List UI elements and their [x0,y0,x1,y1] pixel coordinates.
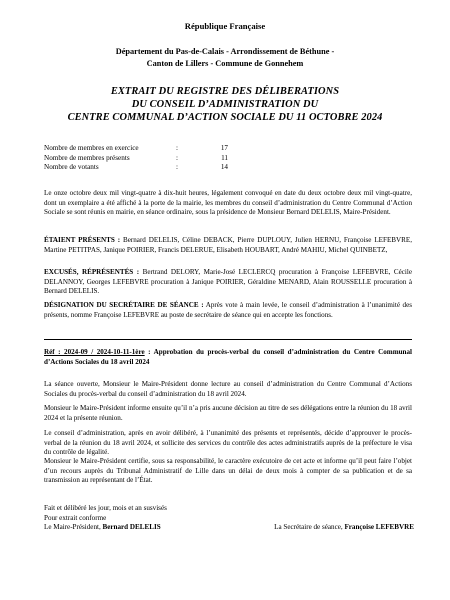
signature-names [44,523,414,533]
present-label: ÉTAIENT PRÉSENTS : [44,236,121,244]
excused-paragraph [44,268,412,297]
excused-label: EXCUSÉS, RÉPRÉSENTÉS : [44,268,140,276]
department-line-2: Canton de Lillers - Commune de Gonnehem [146,58,304,68]
deliberation-paragraph-2: Monsieur le Maire-Président informe ensuite qu’il n’a pris aucune décision au titre de ses délégations entre la réunion du 18 avril 2024 et la présente réunion. [44,404,412,422]
secretary-text: Après vote à main levée, le conseil d’administration à l’unanimité des présents, nomme Françoise LEFEBVRE au poste de secrétaire de séance qui en accepte les fonctions. [44,301,412,319]
secretary-name: Françoise LEFEBVRE [344,523,414,532]
count-colon: : [176,144,178,152]
count-row [44,163,228,173]
present-text: Bernard DELELIS, Céline DEBACK, Pierre DUPLOUY, Julien HERNU, Françoise LEFEBVRE, Martine PETITPAS, Janique POIRIER, Francis DELERUE, Elisabeth HOUBART, André MAHIU, Michel QUINBETZ, [44,236,412,254]
title-line-2: DU CONSEIL D’ADMINISTRATION DU [131,99,319,110]
title-line-1: EXTRAIT DU REGISTRE DES DÉLIBERATIONS [110,86,340,97]
present-paragraph [44,236,412,255]
mayor-signature: Le Maire-Président, Bernard DELELIS [44,523,161,532]
deliberation-heading [44,348,412,367]
count-colon: : [176,153,178,162]
signature-block [44,504,414,533]
title-line-3: CENTRE COMMUNAL D’ACTION SOCIALE DU 11 OCTOBRE 2024 [67,112,383,123]
signature-line-2: Pour extrait conforme [44,513,107,522]
secretary-paragraph [44,301,412,320]
deliberation-paragraph-3: Le conseil d’administration, après en avoir délibéré, à l’unanimité des présents et représentés, décide d’approuver le procès-verbal de la réunion du 18 avril 2024, et sollicite des services du contrôle des actes administratifs auprès de la préfecture le visa du contrôle de légalité. [44,429,412,457]
count-value: 14 [220,163,228,172]
count-value: 11 [221,153,228,162]
deliberation-paragraph-4: Monsieur le Maire-Président certifie, sous sa responsabilité, le caractère exécutoire de cet acte et informe qu’il peut faire l’objet d’un recours auprès du Tribunal Administratif de Lille dans un délai de deux mois à compter de sa publication et de sa transmission au représentant de l’État. [44,457,412,485]
secretary-signature: La Secrétaire de séance, Françoise LEFEBVRE [274,523,414,532]
secretary-label: DÉSIGNATION DU SECRÉTAIRE DE SÉANCE : [44,301,204,309]
count-label: Nombre de membres présents [44,153,130,162]
department-line-1: Département du Pas-de-Calais - Arrondissement de Béthune - [115,47,335,56]
republic-heading: République Française [184,21,266,31]
excused-text: Bertrand DELORY, Marie-José LECLERCQ procuration à Françoise LEFEBVRE, Cécile DELANNOY, Georges LEFEBVRE procuration à Janique POIRIER, Géraldine MENARD, Alain ROUSSELLE procuration à Bernard DELELIS. [44,268,413,296]
signature-line-1: Fait et délibéré les jour, mois et an susvisés [44,504,167,512]
count-colon: : [176,163,178,172]
deliberation-paragraph-1: La séance ouverte, Monsieur le Maire-Président donne lecture au conseil d’administration du Centre Communal d’Actions Sociales du procès-verbal du conseil d’administration du 18 avril 2024. [44,380,412,398]
deliberation-title: : Approbation du procès-verbal du conseil d’administration du Centre Communal d’Actions Sociales du 18 avril 2024 [44,348,413,366]
mayor-name: Bernard DELELIS [102,523,161,532]
count-row [44,154,228,164]
document-title [0,85,450,124]
member-counts [44,144,228,173]
deliberation-ref: Réf : 2024-09 / 2024-10-11-1ère [44,348,145,356]
count-value: 17 [220,144,228,152]
count-label: Nombre de votants [44,163,99,172]
intro-paragraph: Le onze octobre deux mil vingt-quatre à dix-huit heures, légalement convoqué en date du deux octobre deux mil vingt-quatre, dont un exemplaire a été affiché à la porte de la mairie, les membres du conseil d’administration du Centre Communal d’Action Sociale se sont réunis en mairie, en séance ordinaire, sous la présidence de Monsieur Bernard DELELIS, Maire-Président. [44,189,412,217]
count-label: Nombre de membres en exercice [44,144,139,152]
count-row [44,144,228,154]
department-heading [0,46,450,69]
section-divider [44,339,412,340]
